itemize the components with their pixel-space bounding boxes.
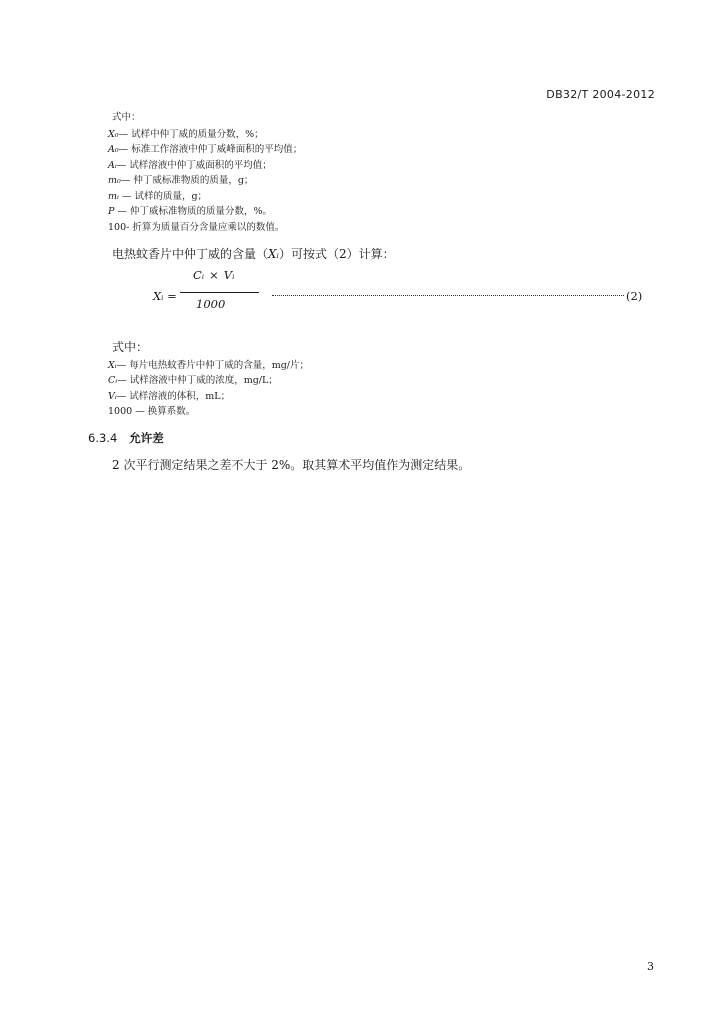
section-title: 允许差 <box>129 431 164 445</box>
legend-text: — 试样溶液中仲丁威面积的平均值； <box>116 159 272 171</box>
formula-numerator <box>193 268 234 282</box>
legend-symbol: m₀ <box>108 175 121 186</box>
legend-text: — 试样中仲丁威的质量分数，%； <box>118 128 264 140</box>
legend-symbol: A₀ <box>108 144 119 155</box>
formula-lhs-symbol: Xᵢ <box>153 289 164 303</box>
paragraph-text-after: ）可按式（2）计算： <box>278 247 395 261</box>
legend-item <box>108 204 302 220</box>
formula1-legend <box>108 110 302 235</box>
formula-times-operator: × <box>209 268 219 282</box>
formula-num-b: Vᵢ <box>223 268 235 282</box>
paragraph-text-before: 电热蚊香片中仲丁威的含量（ <box>112 247 269 261</box>
legend-text: — 试样的质量，g； <box>118 190 208 202</box>
legend-symbol: Aᵢ <box>108 159 117 171</box>
legend-item <box>108 373 309 389</box>
standard-code-header: DB32/T 2004-2012 <box>546 88 655 101</box>
section-heading <box>88 430 164 446</box>
formula2-legend <box>108 340 309 420</box>
formula-num-a: Cᵢ <box>193 268 205 282</box>
formula-intro-paragraph <box>112 245 395 262</box>
legend-item <box>108 358 309 374</box>
legend-symbol: Cᵢ <box>108 375 118 386</box>
legend-item <box>108 127 302 143</box>
equation-number: (2) <box>626 289 643 303</box>
legend-text: — 仲丁威标准物质的质量分数，%。 <box>114 206 272 217</box>
legend-text: — 标准工作溶液中仲丁威峰面积的平均值； <box>118 144 303 155</box>
legend-symbol: Vᵢ <box>108 390 117 402</box>
formula-denominator: 1000 <box>196 297 226 311</box>
legend-item <box>108 189 302 205</box>
paragraph-symbol: Xᵢ <box>268 247 279 261</box>
legend-symbol: mᵢ <box>108 190 119 202</box>
legend-text: — 试样溶液的体积，mL； <box>116 390 231 402</box>
legend-item <box>108 389 309 405</box>
legend-symbol: X₀ <box>108 128 119 140</box>
page-number: 3 <box>647 960 654 973</box>
legend-text: 100- 折算为质量百分含量应乘以的数值。 <box>108 221 285 233</box>
legend-title: 式中： <box>112 112 141 123</box>
legend-text: — 每片电热蚊香片中仲丁威的含量，mg/片； <box>116 359 309 371</box>
formula-lhs <box>153 289 177 303</box>
formula-2 <box>0 262 724 322</box>
legend-item <box>108 142 302 158</box>
legend-text: 1000 — 换算系数。 <box>108 406 196 417</box>
legend-symbol: P <box>108 206 115 217</box>
dotted-leader <box>272 285 624 296</box>
legend-symbol: Xᵢ <box>108 359 117 371</box>
legend-item <box>108 220 302 236</box>
fraction-bar <box>180 292 259 293</box>
legend-item <box>108 158 302 174</box>
formula-equals: = <box>167 289 177 303</box>
legend-item <box>108 173 302 189</box>
legend-title: 式中： <box>112 340 149 354</box>
legend-text: — 仲丁威标准物质的质量，g； <box>120 175 254 186</box>
section-number: 6.3.4 <box>88 431 118 445</box>
section-body-text: 2 次平行测定结果之差不大于 2%。取其算术平均值作为测定结果。 <box>112 458 471 472</box>
legend-item <box>108 404 309 420</box>
legend-text: — 试样溶液中仲丁威的浓度，mg/L； <box>117 375 278 386</box>
